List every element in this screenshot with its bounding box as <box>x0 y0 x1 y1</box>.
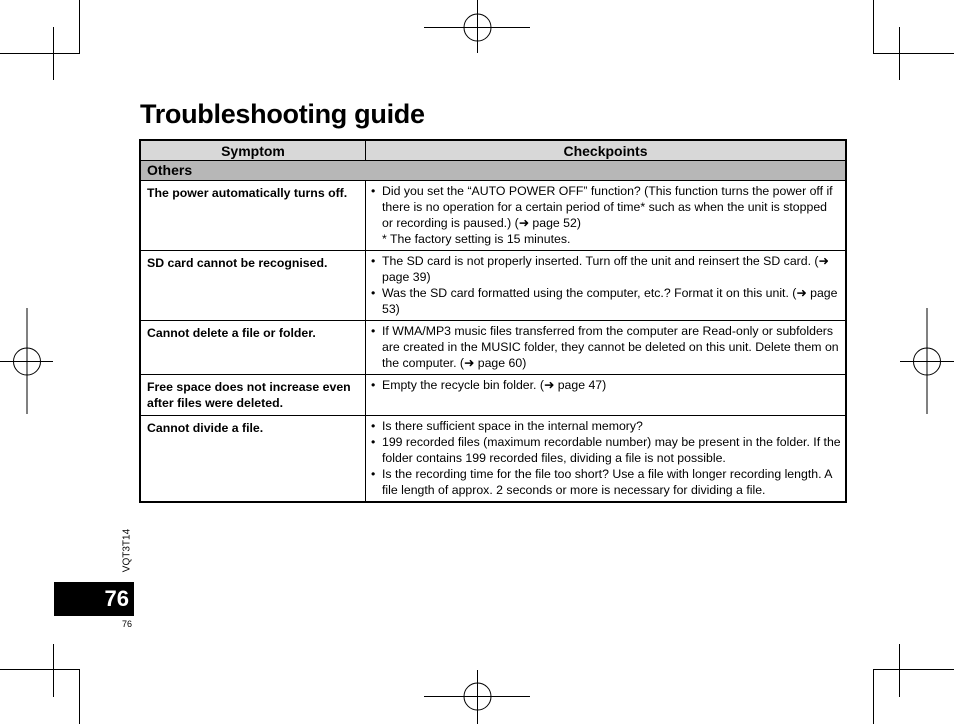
bullet-icon: • <box>371 419 376 433</box>
checkpoint-text: Is there sufficient space in the internal memory? <box>382 419 643 433</box>
table-row <box>140 416 846 503</box>
bullet-icon: • <box>371 378 376 392</box>
checkpoint-text: Empty the recycle bin folder. (➜ page 47) <box>382 378 607 392</box>
table-header-row <box>140 140 846 161</box>
table-row <box>140 375 846 416</box>
section-row <box>140 161 846 181</box>
checkpoint-text: Is the recording time for the file too short? Use a file with longer recording length. A file length of approx. 2 seconds or more is necessary for dividing a file. <box>382 467 832 497</box>
column-header-symptom: Symptom <box>140 140 366 161</box>
bullet-icon: • <box>371 286 376 300</box>
checkpoint-text: 199 recorded files (maximum recordable number) may be present in the folder. If the folder contains 199 recorded files, dividing a file is not possible. <box>382 435 841 465</box>
checkpoint-text: The SD card is not properly inserted. Turn off the unit and reinsert the SD card. (➜ page 39) <box>382 254 829 284</box>
checkpoint-item <box>370 466 841 498</box>
bullet-icon: • <box>371 467 376 481</box>
page-title: Troubleshooting guide <box>140 99 425 129</box>
checkpoint-item <box>370 377 841 393</box>
page-number-tab: 76 <box>54 582 134 616</box>
checkpoint-item <box>370 434 841 466</box>
checkpoint-text: If WMA/MP3 music files transferred from the computer are Read-only or subfolders are created in the MUSIC folder, they cannot be deleted on this unit. Delete them on the computer. (➜ page 60) <box>382 324 839 370</box>
table-row <box>140 251 846 321</box>
bullet-icon: • <box>371 184 376 198</box>
checkpoints-cell <box>366 181 847 251</box>
checkpoints-cell <box>366 416 847 503</box>
table-row <box>140 181 846 251</box>
table-row <box>140 321 846 375</box>
bullet-icon: • <box>371 324 376 338</box>
symptom-cell: Free space does not increase even after files were deleted. <box>140 375 366 416</box>
checkpoint-item <box>370 183 841 231</box>
checkpoint-text: Was the SD card formatted using the computer, etc.? Format it on this unit. (➜ page 53) <box>382 286 838 316</box>
symptom-cell: Cannot delete a file or folder. <box>140 321 366 375</box>
symptom-cell: SD card cannot be recognised. <box>140 251 366 321</box>
checkpoints-cell <box>366 321 847 375</box>
checkpoint-text: Did you set the “AUTO POWER OFF” function? (This function turns the power off if there is no operation for a certain period of time* such as when the unit is stopped or recording is paused.) (➜ page 52) <box>382 184 833 230</box>
checkpoint-item <box>370 285 841 317</box>
symptom-cell: Cannot divide a file. <box>140 416 366 503</box>
symptom-cell: The power automatically turns off. <box>140 181 366 251</box>
troubleshooting-table <box>139 139 847 503</box>
footnote: * The factory setting is 15 minutes. <box>382 232 571 246</box>
page-number-small: 76 <box>122 619 133 629</box>
bullet-icon: • <box>371 254 376 268</box>
model-code <box>119 528 135 578</box>
checkpoint-item <box>370 323 841 371</box>
section-label: Others <box>140 161 846 181</box>
checkpoint-item <box>370 418 841 434</box>
bullet-icon: • <box>371 435 376 449</box>
column-header-checkpoints: Checkpoints <box>366 140 847 161</box>
checkpoints-cell <box>366 251 847 321</box>
checkpoints-cell <box>366 375 847 416</box>
model-code-text: VQT3T14 <box>121 528 133 573</box>
checkpoint-item <box>370 253 841 285</box>
